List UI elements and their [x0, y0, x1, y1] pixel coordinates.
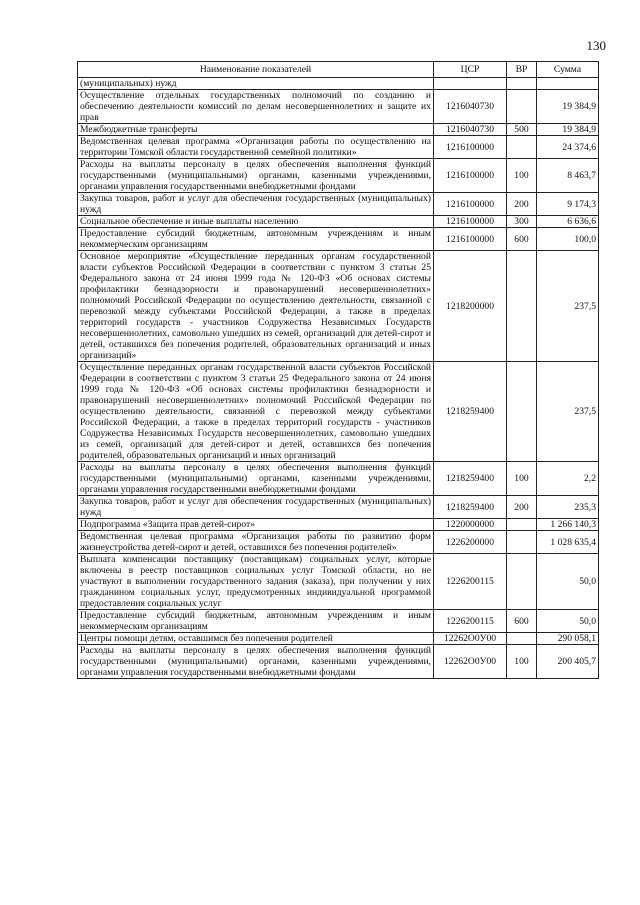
- row-code: 1216100000: [434, 228, 507, 251]
- table-row: [78, 633, 599, 645]
- row-vr: 200: [507, 496, 537, 519]
- row-vr: 200: [507, 193, 537, 216]
- row-vr: [507, 519, 537, 531]
- row-code: 12262О0У00: [434, 645, 507, 679]
- row-name: Ведомственная целевая программа «Организация работы по осуществлению на территории Томской области государственной семейной политики»: [78, 136, 434, 159]
- row-sum: 24 374,6: [537, 136, 599, 159]
- budget-table: [77, 61, 599, 679]
- table-row: [78, 228, 599, 251]
- table-row: [78, 193, 599, 216]
- row-name: Предоставление субсидий бюджетным, автономным учреждениям и иным некоммерческим организациям: [78, 610, 434, 633]
- table-row: [78, 251, 599, 362]
- row-sum: [537, 78, 599, 90]
- row-sum: 235,3: [537, 496, 599, 519]
- header-vr: ВР: [507, 62, 537, 78]
- row-vr: [507, 90, 537, 124]
- row-code: 1226200115: [434, 610, 507, 633]
- row-code: 1226200000: [434, 531, 507, 554]
- row-name: Закупка товаров, работ и услуг для обеспечения государственных (муниципальных) нужд: [78, 193, 434, 216]
- row-name: Закупка товаров, работ и услуг для обеспечения государственных (муниципальных) нужд: [78, 496, 434, 519]
- table-row: [78, 136, 599, 159]
- row-code: 1218200000: [434, 251, 507, 362]
- table-row: [78, 645, 599, 679]
- row-sum: 9 174,3: [537, 193, 599, 216]
- row-code: 1220000000: [434, 519, 507, 531]
- page-number: 130: [586, 38, 606, 53]
- row-code: 12262О0У00: [434, 633, 507, 645]
- row-name: Расходы на выплаты персоналу в целях обеспечения выполнения функций государственными (муниципальными) органами, казенными учреждениями, органами управления государственными внебюджетными фондами: [78, 645, 434, 679]
- row-name: Центры помощи детям, оставшимся без попечения родителей: [78, 633, 434, 645]
- row-name: Расходы на выплаты персоналу в целях обеспечения выполнения функций государственными (муниципальными) органами, казенными учреждениями, органами управления государственными внебюджетными фондами: [78, 159, 434, 193]
- table-row: [78, 531, 599, 554]
- row-vr: 100: [507, 645, 537, 679]
- row-vr: [507, 554, 537, 610]
- row-code: 1216100000: [434, 216, 507, 228]
- row-name: Ведомственная целевая программа «Организация работы по развитию форм жизнеустройства детей-сирот и детей, оставшихся без попечения родителей»: [78, 531, 434, 554]
- row-code: 1216040730: [434, 90, 507, 124]
- header-code: ЦСР: [434, 62, 507, 78]
- row-vr: [507, 362, 537, 462]
- row-vr: 600: [507, 610, 537, 633]
- row-sum: 19 384,9: [537, 90, 599, 124]
- row-sum: 200 405,7: [537, 645, 599, 679]
- row-sum: 50,0: [537, 554, 599, 610]
- row-name: Выплата компенсации поставщику (поставщикам) социальных услуг, которые включены в реестр поставщиков социальных услуг Томской области, но не участвуют в выполнении государственного задания (заказа), при получении у них гражданином социальных услуг, предусмотренных индивидуальной программой предоставления социальных услуг: [78, 554, 434, 610]
- row-sum: 2,2: [537, 462, 599, 496]
- row-code: 1216040730: [434, 124, 507, 136]
- row-sum: 290 058,1: [537, 633, 599, 645]
- row-name: Осуществление переданных органам государственной власти субъектов Российской Федерации в соответствии с пунктом 3 статьи 25 Федерального закона от 24 июня 1999 года № 120-ФЗ «Об основах системы профилактики безнадзорности и правонарушений несовершеннолетних» полномочий Российской Федерации по осуществлению деятельности, связанной с перевозкой между субъектами Российской Федерации, а также в пределах территорий государств - участников Содружества Независимых Государств несовершеннолетних, самовольно ушедших из семей, организаций для детей-сирот и детей, оставшихся без попечения родителей, образовательных организаций и иных организаций: [78, 362, 434, 462]
- row-sum: 6 636,6: [537, 216, 599, 228]
- table-row: [78, 554, 599, 610]
- row-code: 1216100000: [434, 136, 507, 159]
- row-code: 1216100000: [434, 193, 507, 216]
- row-name: Осуществление отдельных государственных полномочий по созданию и обеспечению деятельности комиссий по делам несовершеннолетних и защите их прав: [78, 90, 434, 124]
- row-sum: 1 266 140,3: [537, 519, 599, 531]
- table-row: [78, 496, 599, 519]
- row-code: 1226200115: [434, 554, 507, 610]
- row-vr: 500: [507, 124, 537, 136]
- row-sum: 50,0: [537, 610, 599, 633]
- table-header-row: [78, 62, 599, 78]
- table-row: [78, 90, 599, 124]
- table-row: [78, 124, 599, 136]
- row-name: Предоставление субсидий бюджетным, автономным учреждениям и иным некоммерческим организациям: [78, 228, 434, 251]
- row-vr: [507, 136, 537, 159]
- row-sum: 8 463,7: [537, 159, 599, 193]
- table-row: [78, 462, 599, 496]
- row-code: 1218259400: [434, 496, 507, 519]
- row-sum: 237,5: [537, 251, 599, 362]
- row-vr: 100: [507, 462, 537, 496]
- header-sum: Сумма: [537, 62, 599, 78]
- row-name: Основное мероприятие «Осуществление переданных органам государственной власти субъектов Российской Федерации в соответствии с пунктом 3 статьи 25 Федерального закона от 24 июня 1999 года № 120-ФЗ «Об основах системы профилактики безнадзорности и правонарушений несовершеннолетних» полномочий Российской Федерации по осуществлению деятельности, связанной с перевозкой между субъектами Российской Федерации, а также в пределах территорий государств - участников Содружества Независимых Государств несовершеннолетних, самовольно ушедших из семей, организаций для детей-сирот и детей, оставшихся без попечения родителей, образовательных организаций и иных организаций»: [78, 251, 434, 362]
- table-row: [78, 78, 599, 90]
- row-sum: 237,5: [537, 362, 599, 462]
- table-row: [78, 362, 599, 462]
- row-sum: 1 028 635,4: [537, 531, 599, 554]
- row-code: 1216100000: [434, 159, 507, 193]
- row-name: Социальное обеспечение и иные выплаты населению: [78, 216, 434, 228]
- row-vr: 300: [507, 216, 537, 228]
- table-row: [78, 519, 599, 531]
- header-name: Наименование показателей: [78, 62, 434, 78]
- table-row: [78, 216, 599, 228]
- row-name: (муниципальных) нужд: [78, 78, 434, 90]
- row-sum: 19 384,9: [537, 124, 599, 136]
- table-row: [78, 610, 599, 633]
- row-code: 1218259400: [434, 462, 507, 496]
- row-vr: 600: [507, 228, 537, 251]
- row-vr: [507, 633, 537, 645]
- row-sum: 100,0: [537, 228, 599, 251]
- row-code: 1218259400: [434, 362, 507, 462]
- row-name: Межбюджетные трансферты: [78, 124, 434, 136]
- row-code: [434, 78, 507, 90]
- row-name: Подпрограмма «Защита прав детей-сирот»: [78, 519, 434, 531]
- row-vr: [507, 531, 537, 554]
- row-vr: 100: [507, 159, 537, 193]
- row-vr: [507, 78, 537, 90]
- row-name: Расходы на выплаты персоналу в целях обеспечения выполнения функций государственными (муниципальными) органами, казенными учреждениями, органами управления государственными внебюджетными фондами: [78, 462, 434, 496]
- table-row: [78, 159, 599, 193]
- row-vr: [507, 251, 537, 362]
